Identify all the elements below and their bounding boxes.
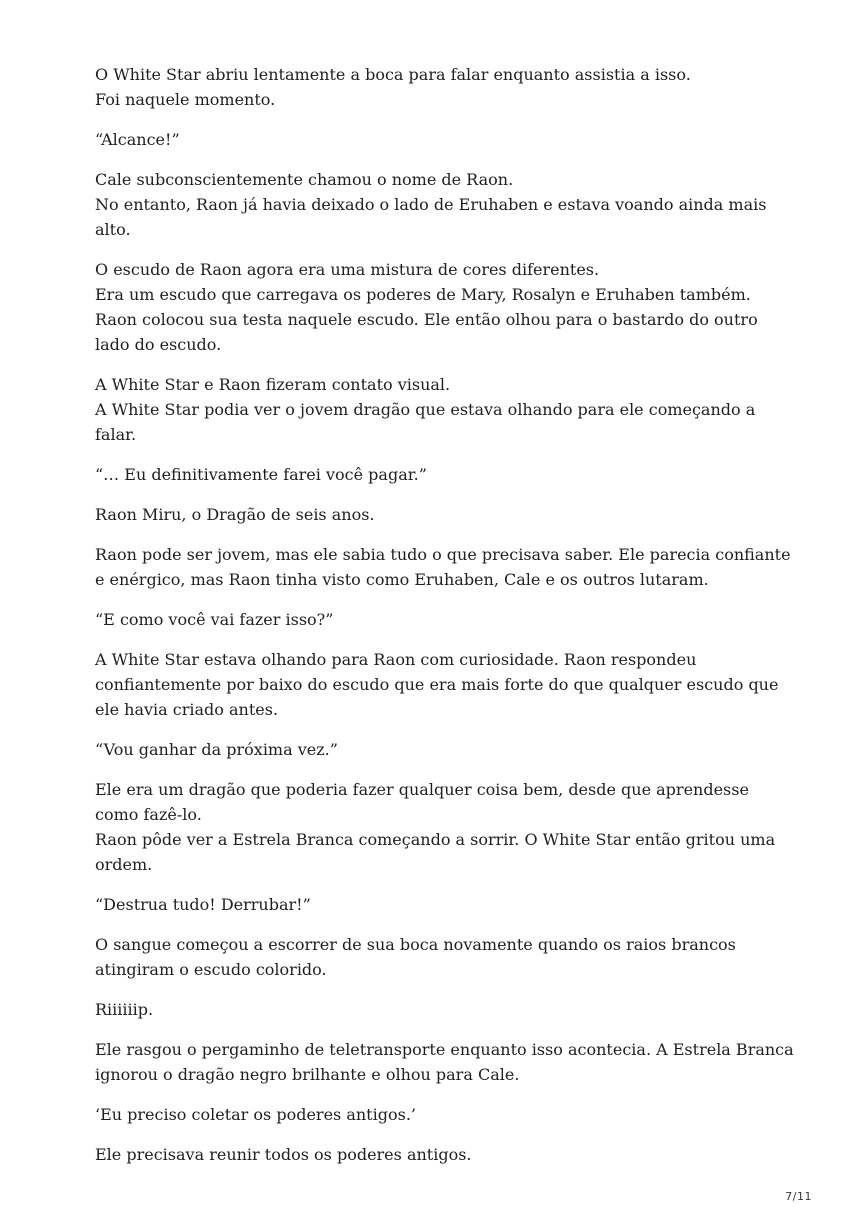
paragraph: Cale subconscientemente chamou o nome de Raon. No entanto, Raon já havia deixado o lado de Eruhaben e estava voando ainda mais alto. xyxy=(95,170,767,239)
paragraph: Riiiiiip. xyxy=(95,1000,154,1019)
paragraph: Ele precisava reunir todos os poderes antigos. xyxy=(95,1145,472,1164)
paragraph: “Destrua tudo! Derrubar!” xyxy=(95,895,311,914)
paragraph: O escudo de Raon agora era uma mistura de cores diferentes. Era um escudo que carregava os poderes de Mary, Rosalyn e Eruhaben também. Raon colocou sua testa naquele escudo. Ele então olhou para o bastardo do outro lado do escudo. xyxy=(95,260,758,354)
document-body xyxy=(95,62,795,1182)
paragraph: O sangue começou a escorrer de sua boca novamente quando os raios brancos atingiram o escudo colorido. xyxy=(95,935,736,979)
paragraph: O White Star abriu lentamente a boca para falar enquanto assistia a isso. Foi naquele momento. xyxy=(95,65,691,109)
paragraph: “Alcance!” xyxy=(95,130,180,149)
paragraph: Raon Miru, o Dragão de seis anos. xyxy=(95,505,375,524)
paragraph: A White Star e Raon fizeram contato visual. A White Star podia ver o jovem dragão que estava olhando para ele começando a falar. xyxy=(95,375,756,444)
paragraph: “E como você vai fazer isso?” xyxy=(95,610,334,629)
paragraph: “Vou ganhar da próxima vez.” xyxy=(95,740,338,759)
paragraph: ‘Eu preciso coletar os poderes antigos.’ xyxy=(95,1105,416,1124)
paragraph: Ele era um dragão que poderia fazer qualquer coisa bem, desde que aprendesse como fazê-lo. Raon pôde ver a Estrela Branca começando a sorrir. O White Star então gritou uma ordem. xyxy=(95,780,776,874)
paragraph: A White Star estava olhando para Raon com curiosidade. Raon respondeu confiantemente por baixo do escudo que era mais forte do que qualquer escudo que ele havia criado antes. xyxy=(95,650,779,719)
paragraph: Raon pode ser jovem, mas ele sabia tudo o que precisava saber. Ele parecia confiante e enérgico, mas Raon tinha visto como Eruhaben, Cale e os outros lutaram. xyxy=(95,545,791,589)
paragraph: “… Eu definitivamente farei você pagar.” xyxy=(95,465,427,484)
paragraph: Ele rasgou o pergaminho de teletransporte enquanto isso acontecia. A Estrela Branca ignorou o dragão negro brilhante e olhou para Cale. xyxy=(95,1040,794,1084)
page-number: 7/11 xyxy=(785,1190,812,1203)
